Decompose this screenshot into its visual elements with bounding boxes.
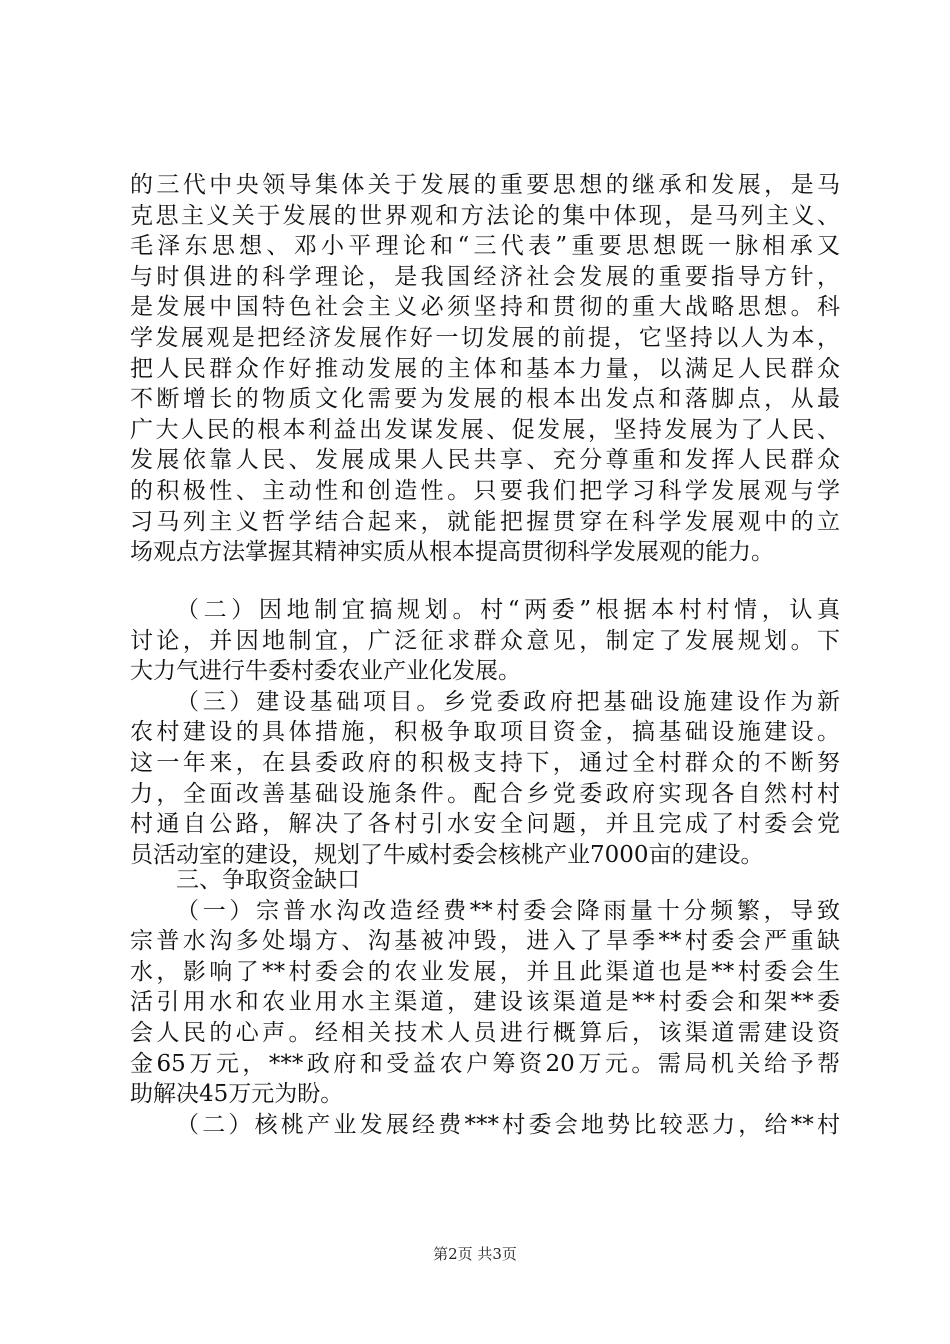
text-line: 力，全面改善基础设施条件。配合乡党委政府实现各自然村村 <box>130 780 840 807</box>
text-line: 农村建设的具体措施，积极争取项目资金，搞基础设施建设。 <box>130 719 840 746</box>
text-line: 大力气进行牛委村委农业产业化发展。 <box>130 658 521 685</box>
text-line: 把人民群众作好推动发展的主体和基本力量，以满足人民群众 <box>130 355 840 382</box>
text-line: 讨论，并因地制宜，广泛征求群众意见，制定了发展规划。下 <box>130 627 840 654</box>
text-line: （一）宗普水沟改造经费**村委会降雨量十分频繁，导致 <box>176 897 840 924</box>
text-line: 与时俱进的科学理论，是我国经济社会发展的重要指导方针， <box>130 263 840 290</box>
text-line: 水，影响了**村委会的农业发展，并且此渠道也是**村委会生 <box>130 958 840 985</box>
text-line: 村通自公路，解决了各村引水安全问题，并且完成了村委会党 <box>130 811 840 838</box>
text-line: 是发展中国特色社会主义必须坚持和贯彻的重大战略思想。科 <box>130 294 840 321</box>
text-line: 学发展观是把经济发展作好一切发展的前提，它坚持以人为本， <box>130 324 840 351</box>
text-line: 毛泽东思想、邓小平理论和“三代表”重要思想既一脉相承又 <box>130 233 840 260</box>
text-line: （二）因地制宜搞规划。村“两委”根据本村村情，认真 <box>176 597 840 623</box>
text-line: 这一年来，在县委政府的积极支持下，通过全村群众的不断努 <box>130 749 840 776</box>
text-line: 习马列主义哲学结合起来，就能把握贯穿在科学发展观中的立 <box>130 508 840 535</box>
text-line: 会人民的心声。经相关技术人员进行概算后，该渠道需建设资 <box>130 1019 840 1046</box>
text-line: 员活动室的建设，规划了牛威村委会核桃产业7000亩的建设。 <box>130 841 764 868</box>
text-line: 克思主义关于发展的世界观和方法论的集中体现，是马列主义、 <box>130 202 840 229</box>
text-line: 的三代中央领导集体关于发展的重要思想的继承和发展，是马 <box>130 172 840 198</box>
section-funding-gap <box>130 865 840 1140</box>
text-line: 宗普水沟多处塌方、沟基被冲毁，进入了旱季**村委会严重缺 <box>130 928 840 955</box>
section-heading: 三、争取资金缺口 <box>176 867 360 893</box>
text-line: 活引用水和农业用水主渠道，建设该渠道是**村委会和架**委 <box>130 989 840 1016</box>
text-line: （三）建设基础项目。乡党委政府把基础设施建设作为新 <box>176 688 840 715</box>
paragraph-scientific-outlook <box>130 170 840 568</box>
text-line: 发展依靠人民、发展成果人民共享、充分尊重和发挥人民群众 <box>130 447 840 474</box>
text-line: （二）核桃产业发展经费***村委会地势比较恶力，给**村 <box>176 1111 840 1138</box>
paragraphs-planning-and-infrastructure <box>130 595 840 870</box>
text-line: 的积极性、主动性和创造性。只要我们把学习科学发展观与学 <box>130 477 840 504</box>
text-line: 场观点方法掌握其精神实质从根本提高贯彻科学发展观的能力。 <box>130 539 774 566</box>
page-number-footer: 第2页 共3页 <box>433 1245 517 1263</box>
text-line: 不断增长的物质文化需要为发展的根本出发点和落脚点，从最 <box>130 386 840 413</box>
text-line: 广大人民的根本利益出发谋发展、促发展，坚持发展为了人民、 <box>130 416 840 443</box>
text-line: 助解决45万元为盼。 <box>130 1081 344 1108</box>
text-line: 金65万元，***政府和受益农户筹资20万元。需局机关给予帮 <box>130 1050 840 1077</box>
